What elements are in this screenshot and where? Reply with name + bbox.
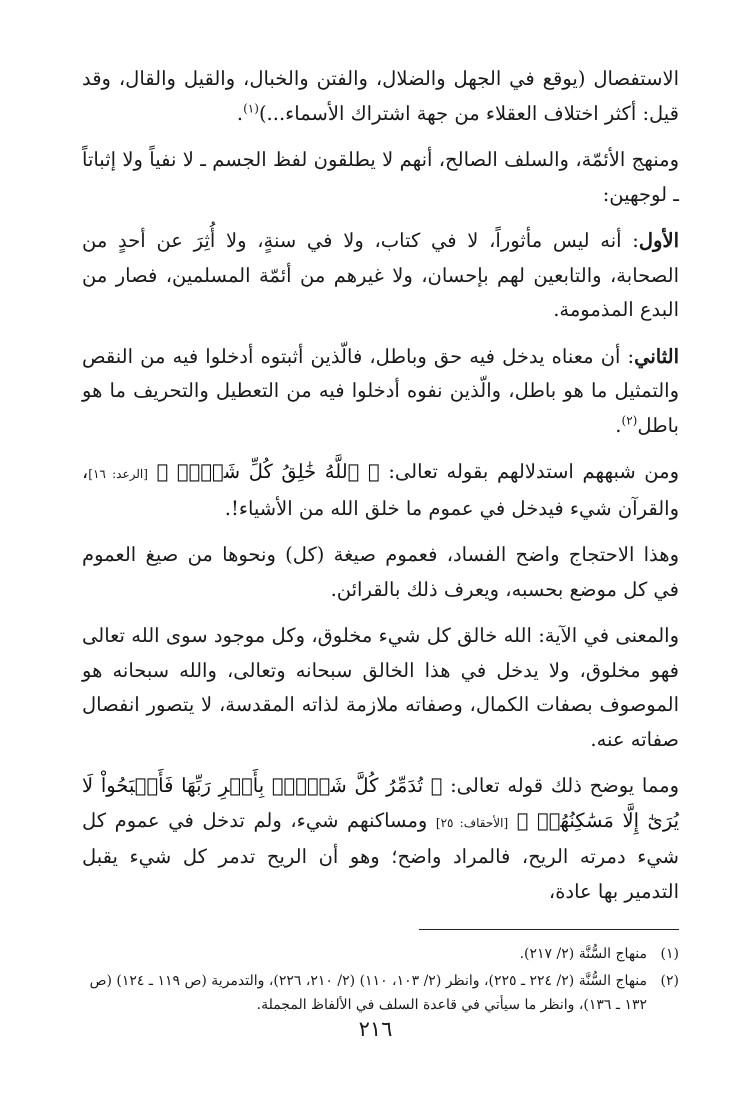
footnote: (١) منهاج السُّنَّة (٢/ ٢١٧). [519, 946, 679, 962]
paragraph-second-reason: الثاني: أن معناه يدخل فيه حق وباطل، فالّذين أثبتوه أدخلوا فيه من النقص والتمثيل ما هو باطل، والّذين نفوه أدخلوا فيه من التعطيل والتحريف ما هو باطل$^{(٢)}$. [82, 344, 679, 437]
footnote-separator [419, 929, 679, 930]
quran-verse: ﴿ ٱللَّهُ خَٰلِقُ كُلِّ شَيۡءٖ ﴾ [156, 460, 380, 483]
verse-reference: [الأحقاف: ٢٥] [435, 815, 509, 830]
verse-reference: [الرعد: ١٦] [88, 467, 148, 481]
quran-verse: ﴿ تُدَمِّرُ كُلَّ شَيۡءِۭ بِأَمۡرِ رَبِّهَا فَأَصۡبَحُواْ لَا يُرَىٰٓ إِلَّا مَسَٰكِنُهُمۡ ﴾ [82, 774, 680, 832]
footnote-marker-1: (١) [243, 101, 259, 115]
paragraph-1: الاستفصال (يوقع في الجهل والضلال، والفتن والخبال، والقيل والقال، وقد قيل: أكثر اختلاف العقلاء من جهة اشتراك الأسماء...)$^{(١)}$. [82, 67, 679, 125]
footnote: (٢) منهاج السُّنَّة (٢/ ٢٢٤ ـ ٢٢٥)، وانظر (٢/ ١٠٣، ١١٠) (٢/ ٢١٠، ٢٢٦)، والتدمرية (ص ١١٩ ـ ١٢٤) (ص ١٣٢ ـ ١٣٦)، وانظر ما سيأتي في قاعدة السلف في الألفاظ المجملة. [89, 973, 679, 1013]
paragraph-2: ومنهج الأئمّة، والسلف الصالح، أنهم لا يطلقون لفظ الجسم ـ لا نفياً ولا إثباتاً ـ لوجهين: [82, 148, 679, 206]
paragraph-8: ومما يوضح ذلك قوله تعالى: ﴿ تُدَمِّرُ كُلَّ شَيۡءِۭ بِأَمۡرِ رَبِّهَا فَأَصۡبَحُواْ لَا يُرَىٰٓ إِلَّا مَسَٰكِنُهُمۡ ﴾ [الأحقاف: ٢٥] ومساكنهم شيء، ولم تدخل في عموم كل شيء دمرته الريح، فالمراد واضح؛ وهو أن الريح تدمر كل شيء يقبل التدمير بها عادة، [82, 774, 680, 903]
footnote-marker-2: (٢) [621, 413, 638, 427]
second-heading: الثاني [634, 344, 679, 368]
footnotes [82, 942, 679, 1017]
first-heading: الأول [638, 229, 679, 252]
paragraph-7: والمعنى في الآية: الله خالق كل شيء مخلوق، وكل موجود سوى الله تعالى فهو مخلوق، ولا يدخل في هذا الخالق سبحانه وتعالى، والله سبحانه هو الموصوف بصفات الكمال، وصفاته ملازمة لذاته المقدسة، لا يتصور انفصال صفاته عنه. [82, 624, 679, 751]
page-number: ٢١٦ [358, 1017, 393, 1041]
paragraph-5: ومن شبههم استدلالهم بقوله تعالى: ﴿ ٱللَّهُ خَٰلِقُ كُلِّ شَيۡءٖ ﴾ [الرعد: ١٦]، والقرآن شيء فيدخل في عموم ما خلق الله من الأشياء!. [82, 460, 680, 520]
paragraph-6: وهذا الاحتجاج واضح الفساد، فعموم صيغة (كل) ونحوها من صيغ العموم في كل موضع بحسبه، ويعرف ذلك بالقرائن. [82, 543, 679, 601]
paragraph-first-reason: الأول: أنه ليس مأثوراً، لا في كتاب، ولا في سنةٍ، ولا أُثِرَ عن أحدٍ من الصحابة، والتابعين لهم بإحسان، ولا غيرهم من أئمّة المسلمين، فصار من البدع المذمومة. [82, 229, 679, 321]
